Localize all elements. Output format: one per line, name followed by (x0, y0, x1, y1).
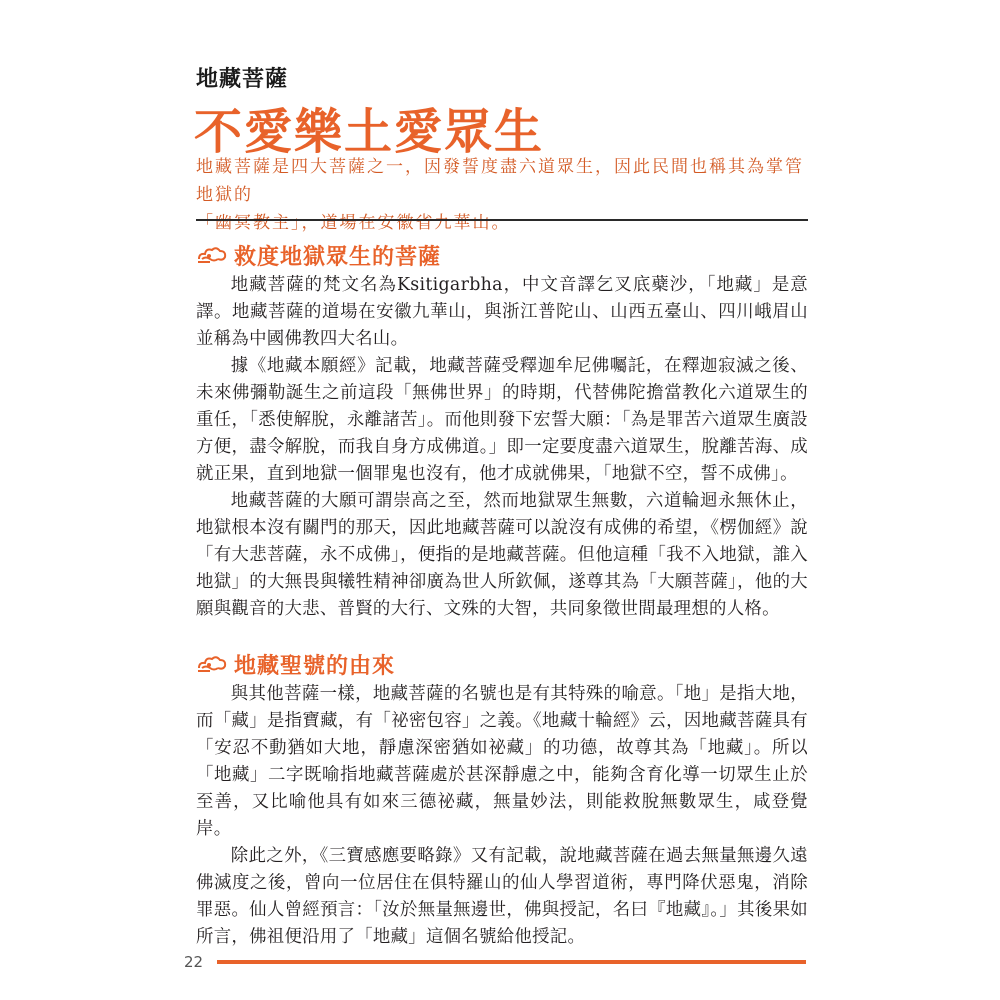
section-heading-label: 地藏聖號的由來 (234, 653, 396, 679)
section-heading-label: 救度地獄眾生的菩薩 (234, 244, 442, 270)
body-paragraph: 地藏菩薩的梵文名為Ksitigarbha，中文音譯乞叉底蘗沙，「地藏」是意譯。地藏菩薩的道場在安徽九華山，與浙江普陀山、山西五臺山、四川峨眉山並稱為中國佛教四大名山。 (196, 275, 808, 349)
section-kicker: 地藏菩薩 (196, 67, 289, 92)
page-title: 不愛樂土愛眾生 (194, 104, 545, 160)
footer-rule (217, 960, 806, 964)
section-body (196, 681, 808, 951)
cloud-ornament-icon (196, 653, 228, 675)
intro-line: 「幽冥教主」，道場在安徽省九華山。 (196, 213, 511, 233)
body-paragraph: 據《地藏本願經》記載，地藏菩薩受釋迦牟尼佛囑託，在釋迦寂滅之後、未來佛彌勒誕生之前這段「無佛世界」的時期，代替佛陀擔當教化六道眾生的重任，「悉使解脫，永離諸苦」。而他則發下宏誓大願：「為是罪苦六道眾生廣設方便，盡令解脫，而我自身方成佛道。」即一定要度盡六道眾生，脫離苦海、成就正果，直到地獄一個罪鬼也沒有，他才成就佛果，「地獄不空，誓不成佛」。 (196, 356, 808, 484)
section-heading (196, 649, 395, 679)
page-number: 22 (184, 953, 204, 971)
body-paragraph: 除此之外，《三寶感應要略錄》又有記載，說地藏菩薩在過去無量無邊久遠佛滅度之後，曾向一位居住在俱特羅山的仙人學習道術，專門降伏惡鬼，消除罪惡。仙人曾經預言：「汝於無量無邊世，佛與授記，名曰『地藏』。」其後果如所言，佛祖便沿用了「地藏」這個名號給他授記。 (196, 846, 808, 947)
section-body (196, 272, 808, 623)
cloud-ornament-icon (196, 244, 228, 266)
intro-line: 地藏菩薩是四大菩薩之一，因發誓度盡六道眾生，因此民間也稱其為掌管地獄的 (196, 157, 804, 205)
body-paragraph: 與其他菩薩一樣，地藏菩薩的名號也是有其特殊的喻意。「地」是指大地，而「藏」是指寶藏，有「祕密包容」之義。《地藏十輪經》云，因地藏菩薩具有「安忍不動猶如大地，靜慮深密猶如祕藏」的功德，故尊其為「地藏」。所以「地藏」二字既喻指地藏菩薩處於甚深靜慮之中，能夠含育化導一切眾生止於至善，又比喻他具有如來三德祕藏，無量妙法，則能救脫無數眾生，咸登覺岸。 (196, 684, 808, 839)
body-paragraph: 地藏菩薩的大願可謂崇高之至，然而地獄眾生無數，六道輪迴永無休止，地獄根本沒有關門的那天，因此地藏菩薩可以說沒有成佛的希望，《楞伽經》說「有大悲菩薩，永不成佛」，便指的是地藏菩薩。但他這種「我不入地獄，誰入地獄」的大無畏與犧牲精神卻廣為世人所欽佩，遂尊其為「大願菩薩」，他的大願與觀音的大悲、普賢的大行、文殊的大智，共同象徵世間最理想的人格。 (196, 491, 808, 619)
section-heading (196, 240, 441, 270)
intro-paragraph (196, 153, 808, 237)
divider (196, 219, 808, 221)
